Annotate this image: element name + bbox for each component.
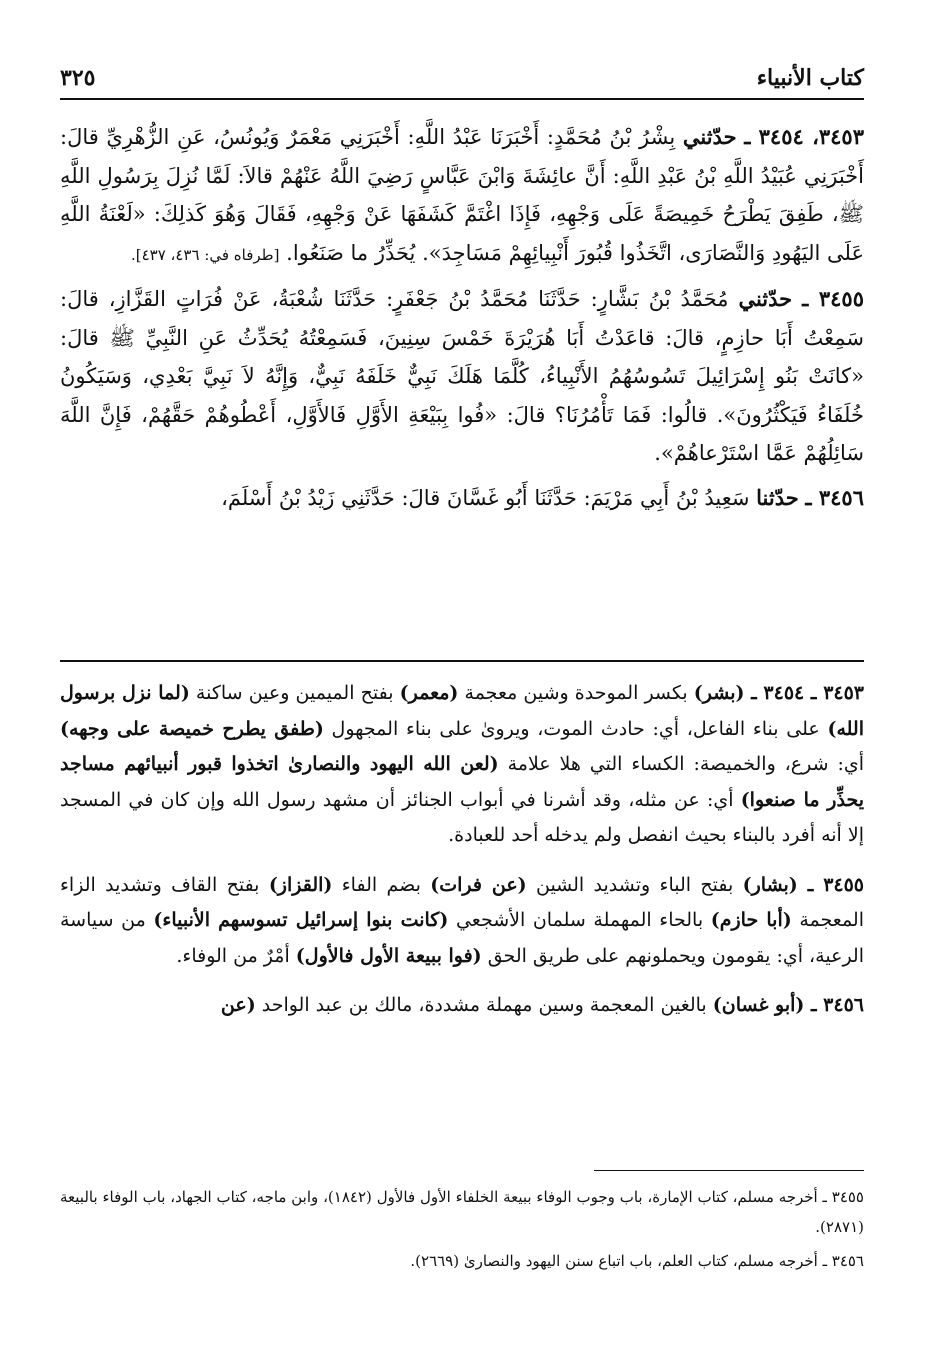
commentary-term: (فوا ببيعة الأول فالأول): [295, 944, 482, 967]
commentary-text: بالحاء المهملة سلمان الأشجعي: [448, 909, 711, 931]
commentary-paragraph: [60, 676, 864, 854]
footnote-3455: ٣٤٥٥ ـ أخرجه مسلم، كتاب الإمارة، باب وجوب الوفاء ببيعة الخلفاء الأول فالأول (١٨٤٢)، وابن ماجه، كتاب الجهاد، باب الوفاء بالبيعة (٢٨٧١).: [60, 1188, 864, 1236]
commentary-term: (لما نزل برسول الله): [60, 682, 865, 740]
hadith-cross-reference: [طرفاه في: ٤٣٦، ٤٣٧].: [130, 245, 280, 264]
hadith-3453: [60, 118, 864, 274]
commentary-number: ٣٤٥٦ ـ: [804, 994, 864, 1016]
commentary-text: أمْرٌ من الوفاء.: [176, 944, 296, 967]
hadith-number: ٣٤٥٣، ٣٤٥٤ ـ: [744, 124, 864, 149]
commentary-term: (عن فرات): [430, 873, 527, 896]
hadith-chain-start: حدّثني: [682, 124, 737, 149]
hadith-body: سَعِيدُ بْنُ أَبِي مَرْيَمَ: حَدَّثَنَا أَبُو غَسَّانَ قالَ: حَدَّثَنِي زَيْدُ بْنُ أَسْلَمَ،: [221, 485, 750, 510]
commentary-text: أي: شرع، والخميصة: الكساء التي هلا علامة: [498, 753, 864, 775]
commentary-term: (لعن الله اليهود والنصارىٰ اتخذوا قبور أنبيائهم مساجد يحذِّر ما صنعوا): [60, 753, 864, 811]
commentary-text: بفتح القاف وتشديد الزاء المعجمة: [60, 873, 864, 931]
commentary-term: (أبا حازم): [710, 909, 792, 931]
commentary-text: بفتح الميمين وعين ساكنة: [189, 682, 400, 704]
commentary-term: (أبو غسان): [712, 994, 805, 1016]
commentary-term: (بشار): [742, 873, 798, 896]
hadith-number: ٣٤٥٥ ـ: [802, 286, 864, 311]
commentary-term: (معمر): [399, 682, 459, 704]
commentary-term: (كانت بنوا إسرائيل تسوسهم الأنبياء): [153, 909, 449, 931]
commentary-term: (طفق يطرح خميصة على وجهه): [60, 717, 324, 740]
hadith-body: مُحَمَّدُ بْنُ بَشَّارٍ: حَدَّثَنَا مُحَمَّدُ بْنُ جَعْفَرٍ: حَدَّثَنَا شُعْبَةُ، عَنْ فُرَاتٍ القَزَّازِ، قالَ: سَمِعْتُ أَبَا حازِمٍ، قالَ: قاعَدْتُ أَبَا هُرَيْرَةَ خَمْسَ سِنِينَ، فَسَمِعْتُهُ يُحَدِّثُ عَنِ النَّبِيِّ ﷺ قالَ: «كانَتْ بَنُو إِسْرَائِيلَ تَسُوسُهُمُ الأَنْبِياءُ، كُلَّمَا هَلَكَ نَبِيٌّ خَلَفَهُ نَبِيٌّ، وَإِنَّهُ لاَ نَبِيَّ بَعْدِي، وَسَيَكُونُ خُلَفَاءُ فَيَكْثُرُونَ». قالُوا: فَمَا تَأْمُرُنَا؟ قالَ: «فُوا بِبَيْعَةِ الأَوَّلِ فَالأَوَّلِ، أَعْطُوهُمْ حَقَّهُمْ، فَإِنَّ اللَّهَ سَائِلُهُمْ عَمَّا اسْتَرْعاهُمْ».: [60, 287, 864, 465]
commentary-text: من سياسة الرعية، أي: يقومون ويحملونهم على طريق الحق: [60, 909, 864, 967]
section-divider: [60, 660, 864, 662]
hadith-text-block: [60, 118, 864, 523]
book-title: كتاب الأنبياء: [756, 65, 864, 91]
commentary-text: أي: عن مثله، وقد أشرنا في أبواب الجنائز أن مشهد رسول الله وإن كان في المسجد إلا أنه أفرد بالبناء بحيث انفصل ولم يدخله أحد للعبادة.: [60, 788, 864, 846]
commentary-block: [60, 676, 864, 1038]
commentary-term: (بشر): [693, 682, 745, 704]
hadith-number: ٣٤٥٦ ـ: [805, 484, 864, 510]
footnotes-block: [60, 1182, 864, 1280]
hadith-chain-start: حدّثنا: [756, 484, 799, 510]
hadith-3456: [60, 479, 864, 518]
commentary-term: (عن: [220, 994, 256, 1016]
commentary-text: بضم الفاء: [332, 873, 431, 896]
page-header: [60, 58, 864, 100]
hadith-chain-start: حدّثني: [738, 286, 793, 311]
page-number: ٣٢٥: [60, 65, 96, 91]
footnote-3456: ٣٤٥٦ ـ أخرجه مسلم، كتاب العلم، باب اتباع سنن اليهود والنصارىٰ (٢٦٦٩).: [410, 1252, 864, 1270]
commentary-number: ٣٤٥٥ ـ: [797, 873, 865, 896]
book-page: [60, 0, 864, 1365]
commentary-number: ٣٤٥٣ ـ ٣٤٥٤ ـ: [744, 682, 865, 704]
commentary-text: بفتح الباء وتشديد الشين: [526, 873, 743, 896]
commentary-text: بالغين المعجمة وسين مهملة مشددة، مالك بن عبد الواحد: [255, 994, 713, 1016]
commentary-text: بكسر الموحدة وشين معجمة: [458, 682, 694, 704]
commentary-paragraph: [60, 868, 864, 975]
hadith-body: بِشْرُ بْنُ مُحَمَّدٍ: أَخْبَرَنَا عَبْدُ اللَّهِ: أَخْبَرَنِي مَعْمَرٌ وَيُونُسُ، عَنِ الزُّهْرِيِّ قالَ: أَخْبَرَنِي عُبَيْدُ اللَّهِ بْنُ عَبْدِ اللَّهِ: أَنَّ عائِشَةَ وَابْنَ عَبَّاسٍ رَضِيَ اللَّهُ عَنْهُمْ قالاَ: لَمَّا نُزِلَ بِرَسُولِ اللَّهِ ﷺ، طَفِقَ يَطْرَحُ خَمِيصَةً عَلَى وَجْهِهِ، فَإِذَا اغْتَمَّ كَشَفَهَا عَنْ وَجْهِهِ، فَقَالَ وَهُوَ كَذلِكَ: «لَعْنَةُ اللَّهِ عَلَى اليَهُودِ وَالنَّصَارَى، اتَّخَذُوا قُبُورَ أَنْبِيائِهِمْ مَسَاجِدَ». يُحَذِّرُ ما صَنَعُوا.: [60, 125, 864, 265]
footnote-divider: [594, 1170, 864, 1171]
hadith-3455: [60, 280, 864, 473]
commentary-term: (القزاز): [268, 873, 333, 896]
commentary-text: على بناء الفاعل، أي: حادث الموت، ويروىٰ على بناء المجهول: [323, 717, 828, 740]
commentary-paragraph: [60, 988, 864, 1024]
